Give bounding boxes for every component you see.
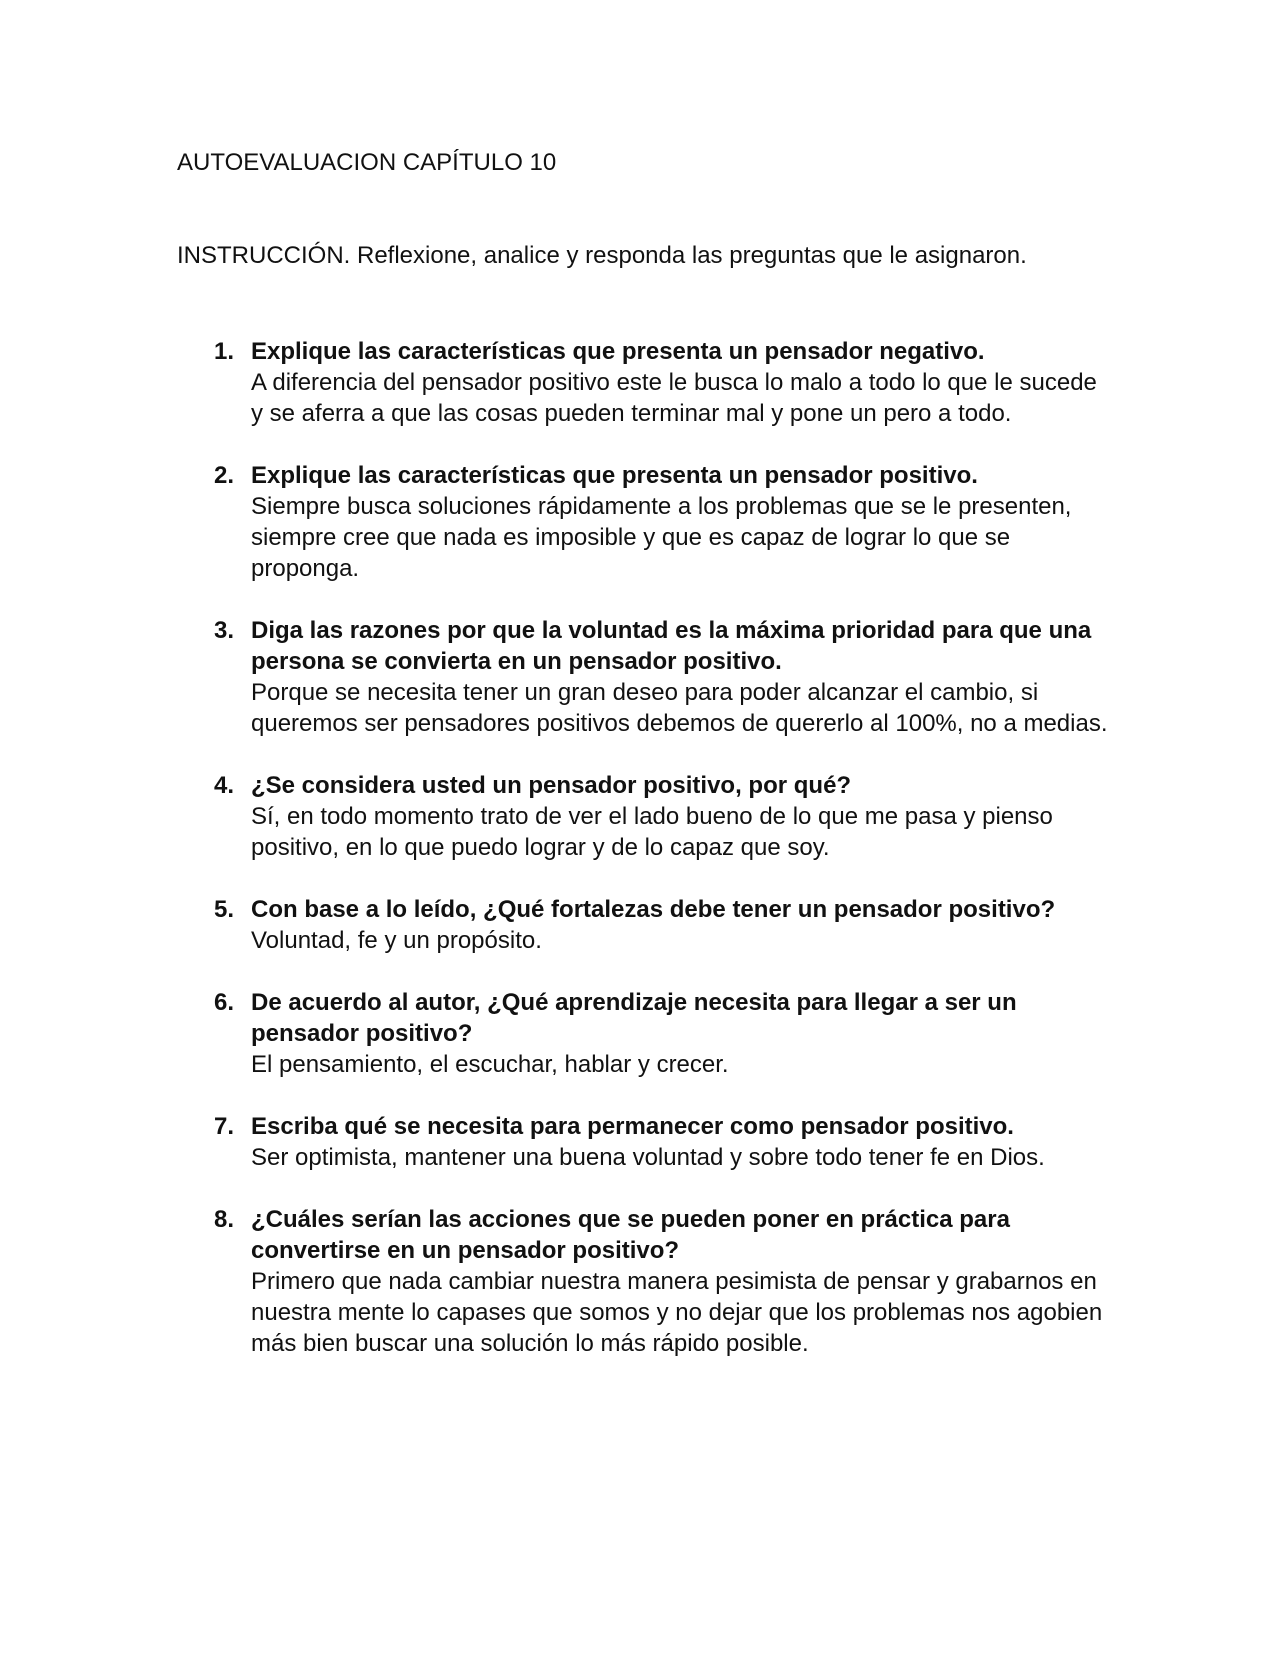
question-item (214, 460, 1114, 584)
question-item (214, 615, 1114, 739)
question-number: 3. (214, 617, 235, 644)
question-item (214, 1111, 1114, 1173)
answer-text: Porque se necesita tener un gran deseo para poder alcanzar el cambio, si queremos ser pensadores positivos debemos de quererlo al 100%, no a medias. (251, 679, 1108, 737)
question-text: Diga las razones por que la voluntad es la máxima prioridad para que una persona se convierta en un pensador positivo. (251, 617, 1092, 675)
question-text: Explique las características que presenta un pensador positivo. (251, 462, 978, 489)
question-item (214, 336, 1114, 429)
question-text: De acuerdo al autor, ¿Qué aprendizaje necesita para llegar a ser un pensador positivo? (251, 989, 1017, 1047)
question-item (214, 1204, 1114, 1359)
question-text: ¿Cuáles serían las acciones que se pueden poner en práctica para convertirse en un pensador positivo? (251, 1206, 1010, 1264)
answer-text: El pensamiento, el escuchar, hablar y crecer. (251, 1051, 729, 1078)
question-number: 2. (214, 462, 235, 489)
question-number: 6. (214, 989, 235, 1016)
question-text: Escriba qué se necesita para permanecer como pensador positivo. (251, 1113, 1014, 1140)
question-number: 7. (214, 1113, 235, 1140)
question-text: Explique las características que presenta un pensador negativo. (251, 338, 985, 365)
question-item (214, 770, 1114, 863)
answer-text: Sí, en todo momento trato de ver el lado bueno de lo que me pasa y pienso positivo, en lo que puedo lograr y de lo capaz que soy. (251, 803, 1053, 861)
answer-text: Ser optimista, mantener una buena voluntad y sobre todo tener fe en Dios. (251, 1144, 1045, 1171)
answer-text: Voluntad, fe y un propósito. (251, 927, 542, 954)
question-number: 8. (214, 1206, 235, 1233)
question-number: 4. (214, 772, 235, 799)
question-number: 5. (214, 896, 235, 923)
answer-text: A diferencia del pensador positivo este le busca lo malo a todo lo que le sucede y se aferra a que las cosas pueden terminar mal y pone un pero a todo. (251, 369, 1097, 427)
question-text: ¿Se considera usted un pensador positivo, por qué? (251, 772, 852, 799)
question-number: 1. (214, 338, 235, 365)
question-list (214, 336, 1114, 1390)
question-text: Con base a lo leído, ¿Qué fortalezas debe tener un pensador positivo? (251, 896, 1056, 923)
instruction-text: INSTRUCCIÓN. Reflexione, analice y responda las preguntas que le asignaron. (177, 242, 1027, 269)
question-item (214, 894, 1114, 956)
question-item (214, 987, 1114, 1080)
page-title: AUTOEVALUACION CAPÍTULO 10 (177, 149, 557, 176)
answer-text: Siempre busca soluciones rápidamente a los problemas que se le presenten, siempre cree que nada es imposible y que es capaz de lograr lo que se proponga. (251, 493, 1072, 582)
answer-text: Primero que nada cambiar nuestra manera pesimista de pensar y grabarnos en nuestra mente lo capases que somos y no dejar que los problemas nos agobien más bien buscar una solución lo más rápido posible. (251, 1268, 1103, 1357)
